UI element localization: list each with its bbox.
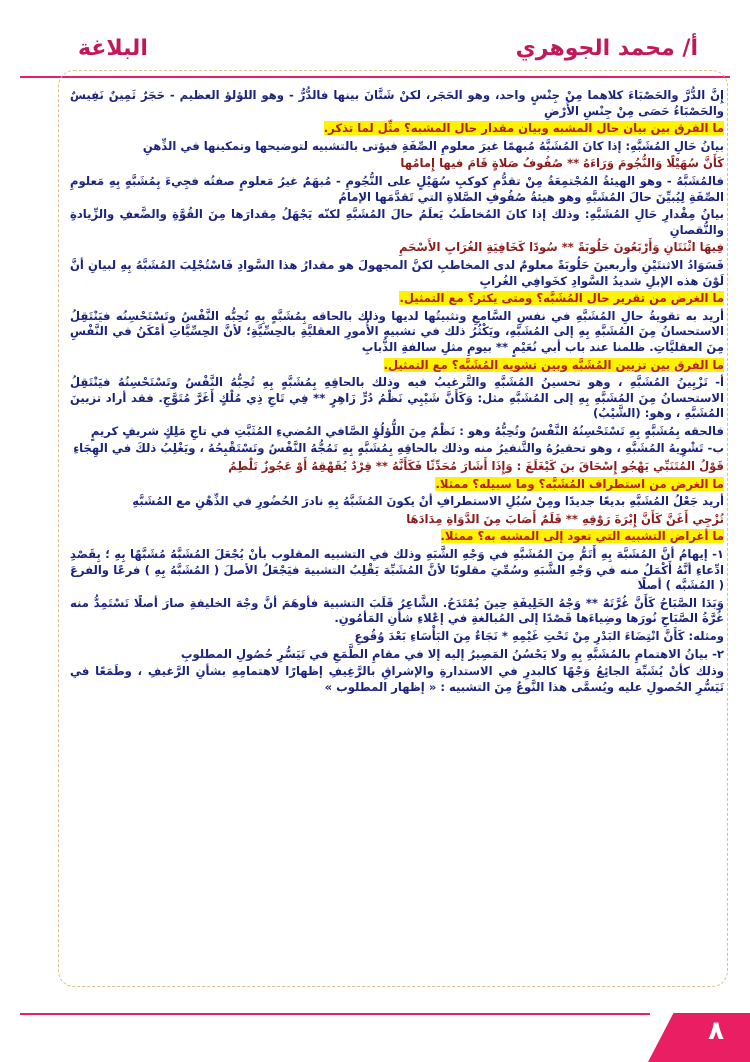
highlighted-question: ما الغرض من تقرير حال المُشَبَّه؟ ومتى يكثر؟ مع التمثيل.	[399, 291, 724, 306]
text-line: فِيهَا اثْنَتَانِ وَأَرْبَعُونَ حَلُوبَةً ** سُودًا كَخَافِيَةِ الغُرَابِ الأَسْحَمِ	[398, 240, 724, 255]
question-line	[70, 529, 724, 545]
page-number-tab	[648, 1013, 750, 1062]
text-line: ١- إيهامُ أنَّ المُشَبَّهَ بِهِ أَتَمُّ مِنَ المُشَبَّهِ في وَجْهِ الشَّبَهِ وذلك في التشبيه المقلوب بأنْ يُجْعَلَ المُشَبَّهُ مُشَبَّهًا بِهِ ؛ بِقَصْدِ ادِّعاءِ أنَّهُ أَكْمَلُ منه في وَجْهِ الشَّبَهِ وسُمِّيَ مقلوبًا لأنَّ المُشَبِّهَ يَقْلِبُ التشبيهَ فيَجْعَلُ الأصلَ ( المُشَبَّهُ بِهِ ) فرعًا والفرعَ ( المُشَبَّه ) أصلًا	[70, 547, 724, 593]
text-line: ب- تَشْوِيهُ المُشَبَّهِ ، وهو تحقيرُهُ والتَّنفيرُ منه وذلك بالحاقِهِ بِمُشَبَّهٍ بِهِ تَمُجُّهُ النَّفْسُ وتَسْتَقْبِحُهُ ، ويَغْلِبُ ذلكَ في الهِجَاءِ	[73, 441, 724, 456]
question-line	[70, 291, 724, 307]
footer-divider	[20, 1013, 650, 1015]
text-line: أريد به تقويةُ حالِ المُشَبَّهِ في نفسِ السَّامعِ وتثبيتُها لديها وذلك بالحاقه بِمُشَبَّهٍ بِهِ تُحِبُّه النَّفْسُ وتَسْتَحْسِنُه فيَنْتَقِلُ الاستحسانُ مِنَ المُشَبَّهِ بِهِ إلى المُشَبَّهِ، ويَكْثُرُ ذلك في تشبيهِ الأُمورِ العقليَّةِ بالحِسِّيَّةِ؛ لأنَّ الحِسِّيَّاتِ أمْكَنُ في النَّفْسِ مِنَ العقليَّاتِ. ظلمنا عند باب أبي نُعَيْمٍ ** بيومِ مثلِ سالفةِ الذُّبابِ	[70, 308, 724, 354]
text-line: أ- تَزْيِينُ المُشَبَّهِ ، وهو تحسينُ المُشَبَّهِ والتَّرغيبُ فيه وذلك بالحاقِهِ بِمُشَبَّهٍ بِهِ تُحِبُّهُ النَّفْسُ وتَسْتَحْسِنُهُ فيَنْتَقِلُ الاستحسانُ مِنَ المُشَبَّهِ بِهِ إلى المُشَبَّهِ مثل: وَكَأَنَّ شَيْبِي نَظْمُ دُرٍّ زَاهِرٍ ** فِي تَاجِ ذِي مُلْكٍ أَغَرَّ مُتَوَّجِ. فقد أراد تزيينَ المُشَبَّهِ ، وهو: (الشَّيْبُ)	[70, 375, 724, 421]
text-line: قَوْلُ المُتَنَبِّي يَهْجُو إِسْحَاقَ بنَ كَيْغَلَغَ : وَإِذَا أَشَارَ مُحَدِّثًا فَكَأَنَّهُ ** قِرْدٌ يُقَهْقِهُ أَوْ عَجُوزٌ تَلْطِمُ	[228, 459, 724, 474]
text-line: أريد جَعْلُ المُشَبَّهِ بديعًا جديدًا ومِنْ سُبُلِ الاستطرافِ أنْ يكونَ المُشَبَّهُ بِهِ نادرَ الحُضُورِ في الذِّهْنِ مع المُشَبَّهِ	[132, 494, 724, 509]
text-line: وَبَدَا الصَّبَاحُ كَأَنَّ غُرَّتَهُ ** وَجْهُ الخَلِيفَةِ حِينَ يُمْتَدَحُ. الشَّاعِرُ قَلَبَ التشبيهَ فأوهَمَ أنَّ وجْهَ الخليفةِ صارَ أصلًا تَسْتَمِدُّ منه غُرَّةُ الصَّبَاحِ نُورَها وضِياءَها قَصْدًا إلى المُبالغةِ في إعْلاءِ شأنِ المَأمُونِ.	[70, 595, 724, 626]
document-body	[70, 88, 724, 948]
highlighted-question: ما الغرض من استطراف المُشَبَّه؟ وما سبيله؟ ممثلا.	[435, 476, 724, 491]
question-line	[70, 358, 724, 374]
text-line: ومثله: كَأَنَّ انْتِضَاءَ البَدْرِ مِنْ تَحْتِ غَيْمِهِ * نَجَاءٌ مِنَ البَأْسَاءِ بَعْدَ وُقُوعِ	[354, 629, 724, 643]
highlighted-question: ما أغراض التشبيه التي تعود إلى المشبه به؟ ممثلا.	[440, 529, 724, 544]
text-line: فَسَوَادُ الاثنتَيْنِ وأربعينَ حَلُوبَةً معلومٌ لدى المخاطبِ لكنَّ المجهولَ هو مقدارُ هذا السَّوادِ فَاسْتُجْلِبَ المُشَبَّهُ بِهِ لبيانِ أنَّ لَوْنَ هذه الإبلِ شديدُ السَّوادِ كخَوافِي الغُرابِ	[70, 257, 724, 288]
question-line	[70, 477, 724, 493]
text-line: فالحقه بِمُشَبَّهٍ بِهِ تَسْتَحْسِنُهُ النَّفْسُ وتُحِبُّهُ وهو : نَظْمٌ مِنَ اللُّؤلُؤِ الصَّافي المُضيءِ المُثَبَّتِ في تاجِ مَلِكٍ شريفٍ كريمٍ	[90, 423, 724, 438]
text-line: ٢- بيانُ الاهتمامِ بالمُشَبَّهِ بِهِ ولا يَحْسُنُ المَصِيرُ إليه إلا في مقامِ الطَّمَعِ في تَيَسُّرِ حُصُولِ المطلوبِ	[180, 646, 724, 661]
text-line: وذلك كأنْ يُشَبِّهَ الجائِعُ وَجْهًا كالبدرِ في الاستدارةِ والإشراقِ بالرَّغِيفِ إظهارًا لاهتمامِهِ بشأنِ الرَّغيفِ ، وطَمَعًا في تَيَسُّرِ الحُصولِ عليه ويُسمَّى هذا النَّوعُ مِنَ التشبيه : « إظهار المطلوب »	[70, 664, 724, 694]
text-line: تُزْجِي أَغَنَّ كَأَنَّ إِبْرَةَ رَوْقِهِ ** قَلَمٌ أَصَابَ مِنَ الدَّوَاةِ مِدَادَهَا	[406, 511, 724, 526]
question-line	[70, 121, 724, 137]
text-line: فالمُشَبَّهُ - وهو الهيئةُ المُجْتمِعَةُ مِنْ تقدُّمِ كوكبِ سُهَيْلٍ على النُّجُومِ - مُبهَمٌ غيرُ مَعلومٍ صفتُه فجِيءَ بِمُشَبَّهٍ بِهِ مَعلومِ الصِّفَةِ لِيُبيِّنَ حالَ المُشَبَّهِ وهو هيئةُ صُفُوفِ الصَّلاةِ التي تَقدَّمَها الإمامُ	[70, 173, 724, 204]
highlighted-question: ما الفرق بين بيان حال المشبه وبيان مقدار حال المشبه؟ مثِّل لما تذكر.	[323, 121, 724, 136]
subject-title: البلاغة	[78, 36, 148, 61]
text-line: كَأَنَّ سُهَيْلًا وَالنُّجُومَ وَرَاءَهُ ** صُفُوفُ صَلاةٍ قَامَ فيها إِمامُها	[400, 156, 724, 171]
author-name: أ/ محمد الجوهري	[515, 36, 698, 61]
highlighted-question: ما الفرق بين تزيين المُشَبَّه وبين تشويه المُشَبَّه؟ مع التمثيل.	[383, 357, 724, 372]
text-line: بيانُ حَالِ المُشَبَّهِ: إذا كانَ المُشَبَّهُ مُبهمًا غيرَ معلومِ الصِّفَةِ فيؤتى بالتشبيه لتوضيحها وتمكينها في الذِّهنِ	[142, 138, 724, 153]
text-line: بيانُ مِقْدارِ حَالِ المُشَبَّهِ: وذلك إذا كانَ المُخاطَبُ يَعلَمُ حالَ المُشَبَّهِ لكنّه يَجْهَلُ مِقدارَها مِنَ القُوَّةِ والضَّعفِ والزِّيادةِ والنُّقصانِ	[70, 207, 724, 237]
page-number: ٨	[708, 1016, 724, 1046]
text-line: إِنَّ الدُّرَّ والحَصْبَاءَ كلاهما مِنْ جِنْسٍ واحد، وهو الحَجَر، لكنْ شَتَّانَ بينها فالدُّرُّ - وهو اللؤلؤ العظيم - حَجَرٌ ثَمِينٌ نَفِيسٌ والحَصْبَاءُ حَصَى مِنْ جِنْسِ الأَرْضِ	[70, 88, 724, 118]
